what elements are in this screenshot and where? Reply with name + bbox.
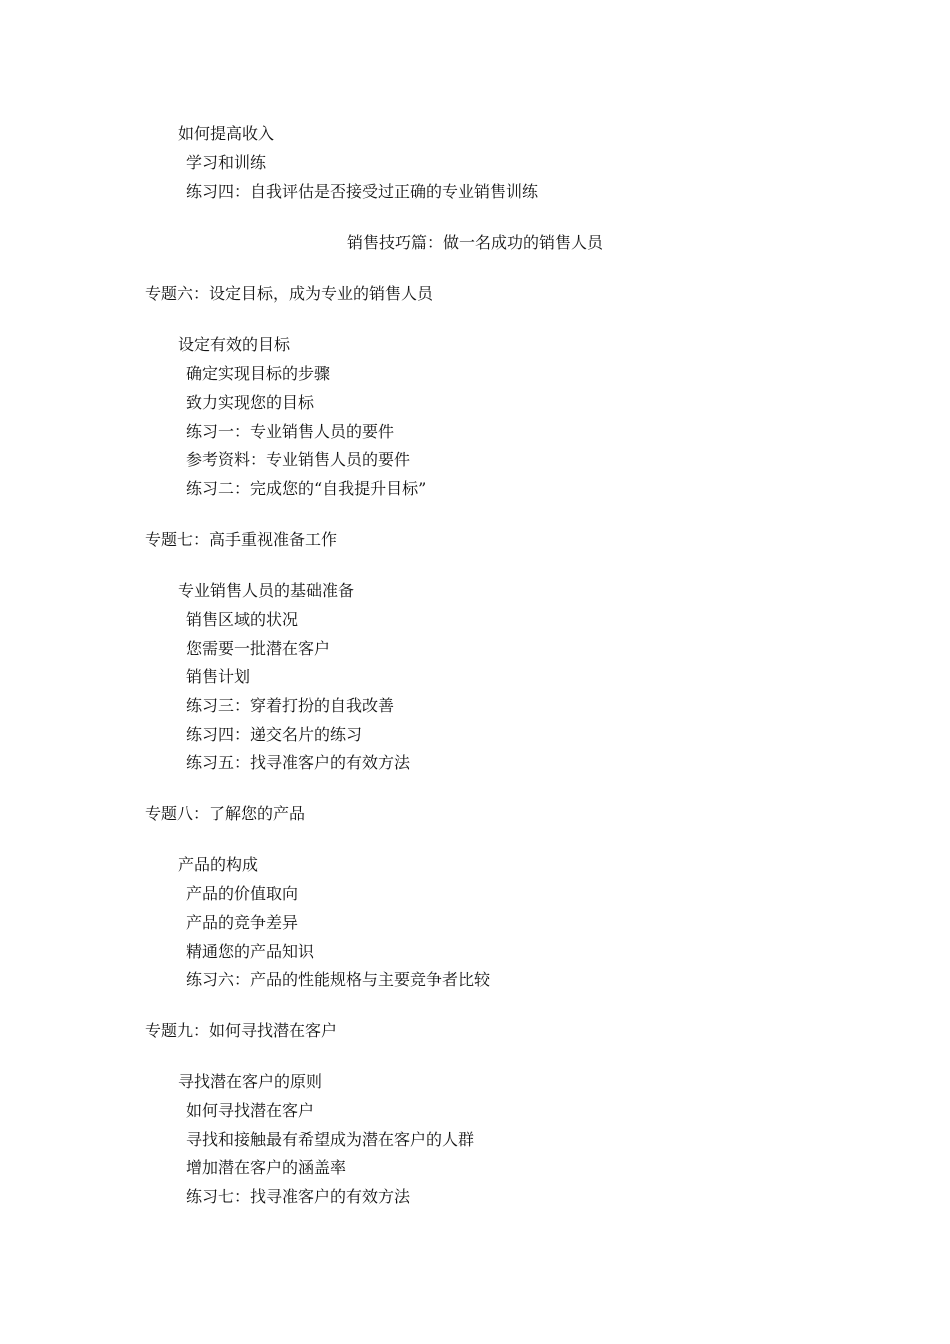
list-item: 练习二：完成您的“自我提升目标” (186, 479, 427, 498)
topic-title: 专题六：设定目标，成为专业的销售人员 (145, 284, 434, 303)
list-item: 产品的竞争差异 (186, 913, 299, 932)
list-item: 如何寻找潜在客户 (186, 1101, 315, 1120)
topic-title: 专题七：高手重视准备工作 (145, 530, 338, 549)
list-item: 练习五：找寻准客户的有效方法 (186, 753, 411, 772)
list-item: 销售区域的状况 (186, 610, 299, 629)
list-item: 练习四：递交名片的练习 (186, 725, 363, 744)
list-item: 练习三：穿着打扮的自我改善 (186, 696, 395, 715)
list-item: 确定实现目标的步骤 (186, 364, 331, 383)
list-item: 练习一：专业销售人员的要件 (186, 422, 395, 441)
list-item: 增加潜在客户的涵盖率 (186, 1158, 347, 1177)
list-item: 精通您的产品知识 (186, 942, 315, 961)
list-item: 致力实现您的目标 (186, 393, 315, 412)
section-heading: 寻找潜在客户的原则 (178, 1072, 323, 1091)
list-item: 寻找和接触最有希望成为潜在客户的人群 (186, 1130, 475, 1149)
list-item: 练习七：找寻准客户的有效方法 (186, 1187, 411, 1206)
topic-title: 专题八：了解您的产品 (145, 804, 306, 823)
list-item: 练习四：自我评估是否接受过正确的专业销售训练 (186, 182, 539, 201)
part-title: 销售技巧篇：做一名成功的销售人员 (346, 233, 603, 252)
section-heading: 专业销售人员的基础准备 (178, 581, 355, 600)
list-item: 学习和训练 (186, 153, 267, 172)
section-heading: 产品的构成 (178, 855, 259, 874)
list-item: 您需要一批潜在客户 (186, 639, 331, 658)
topic-title: 专题九：如何寻找潜在客户 (145, 1021, 338, 1040)
list-item: 练习六：产品的性能规格与主要竞争者比较 (186, 970, 491, 989)
section-heading: 如何提高收入 (178, 124, 275, 143)
list-item: 产品的价值取向 (186, 884, 299, 903)
list-item: 参考资料：专业销售人员的要件 (186, 450, 411, 469)
list-item: 销售计划 (186, 667, 251, 686)
section-heading: 设定有效的目标 (178, 335, 291, 354)
